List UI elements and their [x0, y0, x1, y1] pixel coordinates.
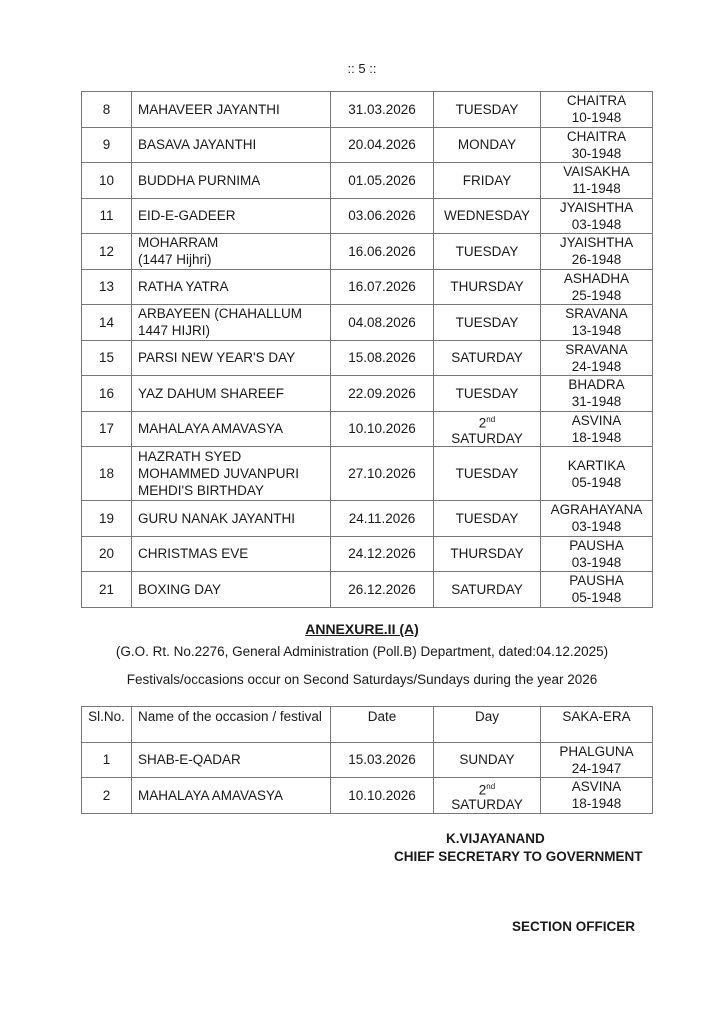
saka-date: 10-1948 — [571, 110, 622, 126]
date: 04.08.2026 — [331, 305, 434, 341]
saka-month: KARTIKA — [567, 457, 626, 473]
day — [434, 376, 541, 412]
table-row — [82, 92, 653, 128]
table-row — [82, 742, 653, 778]
saka-era — [541, 340, 653, 376]
date: 01.05.2026 — [331, 163, 434, 199]
occasion-name-line: PARSI NEW YEAR'S DAY — [138, 350, 296, 366]
occasion-name-line: ARBAYEEN (CHAHALLUM — [138, 306, 303, 322]
date: 15.03.2026 — [331, 742, 434, 778]
signatory-title: CHIEF SECRETARY TO GOVERNMENT — [394, 849, 643, 864]
day — [434, 305, 541, 341]
occasion-name-line: MOHARRAM — [138, 235, 219, 251]
holiday-table — [81, 91, 653, 608]
day-ordinal-number: 2 — [478, 782, 487, 797]
day — [434, 340, 541, 376]
page-number: :: 5 :: — [347, 61, 377, 76]
occasion-name — [132, 269, 331, 305]
table-row — [82, 501, 653, 537]
saka-month: PAUSHA — [569, 573, 624, 589]
serial-number: 11 — [82, 198, 132, 234]
table-row — [82, 376, 653, 412]
day — [434, 234, 541, 270]
saka-month: BHADRA — [568, 377, 625, 393]
date: 20.04.2026 — [331, 127, 434, 163]
saka-era — [541, 234, 653, 270]
occasion-name-line: HAZRATH SYED — [138, 449, 242, 464]
occasion-name — [132, 234, 331, 270]
date: 27.10.2026 — [331, 447, 434, 501]
day — [434, 269, 541, 305]
saka-date: 24-1947 — [571, 760, 622, 776]
occasion-name-line: RATHA YATRA — [138, 279, 229, 295]
saka-date: 25-1948 — [571, 287, 622, 303]
saka-date: 03-1948 — [571, 216, 622, 232]
occasion-name-line: MAHAVEER JAYANTHI — [138, 101, 280, 117]
date: 22.09.2026 — [331, 376, 434, 412]
saka-month: AGRAHAYANA — [550, 502, 643, 518]
day-name: FRIDAY — [462, 172, 512, 188]
annexure-title: ANNEXURE.II (A) — [305, 621, 419, 637]
saka-era — [541, 411, 653, 447]
occasion-name-line: MAHALAYA AMAVASYA — [138, 421, 284, 437]
date: 26.12.2026 — [331, 572, 434, 608]
saka-era — [541, 127, 653, 163]
serial-number: 19 — [82, 501, 132, 537]
saka-month: JYAISHTHA — [559, 235, 634, 251]
saka-era — [541, 501, 653, 537]
date: 15.08.2026 — [331, 340, 434, 376]
table-row — [82, 198, 653, 234]
saka-date: 24-1948 — [571, 358, 622, 374]
saka-era — [541, 572, 653, 608]
day — [434, 447, 541, 501]
day-name: THURSDAY — [450, 546, 524, 562]
saka-date: 31-1948 — [571, 394, 622, 410]
day — [434, 742, 541, 778]
day — [434, 92, 541, 128]
day-name: SATURDAY — [451, 797, 523, 812]
table-row — [82, 447, 653, 501]
table-row — [82, 536, 653, 572]
occasion-name — [132, 411, 331, 447]
saka-month: ASVINA — [571, 412, 622, 428]
saka-era — [541, 536, 653, 572]
table-row — [82, 269, 653, 305]
day-name: TUESDAY — [455, 466, 519, 481]
header-name: Name of the occasion / festival — [132, 707, 331, 743]
annexure-subtitle: Festivals/occasions occur on Second Saturdays/Sundays during the year 2026 — [126, 672, 598, 687]
date: 24.11.2026 — [331, 501, 434, 537]
date: 10.10.2026 — [331, 778, 434, 814]
day-name: TUESDAY — [455, 510, 519, 526]
day — [434, 572, 541, 608]
saka-month: CHAITRA — [566, 93, 627, 109]
day-name: TUESDAY — [455, 314, 519, 330]
serial-number: 16 — [82, 376, 132, 412]
occasion-name-line: (1447 Hijhri) — [138, 252, 212, 268]
saka-era — [541, 92, 653, 128]
table-row — [82, 163, 653, 199]
occasion-name-line: BOXING DAY — [138, 581, 222, 597]
occasion-name — [132, 198, 331, 234]
occasion-name — [132, 340, 331, 376]
day-ordinal — [434, 779, 540, 798]
date: 03.06.2026 — [331, 198, 434, 234]
table-row — [82, 778, 653, 814]
saka-date: 30-1948 — [571, 145, 622, 161]
occasion-name-line: YAZ DAHUM SHAREEF — [138, 385, 285, 401]
date: 24.12.2026 — [331, 536, 434, 572]
saka-month: SRAVANA — [565, 306, 628, 322]
occasion-name — [132, 92, 331, 128]
saka-date: 05-1948 — [571, 474, 622, 490]
saka-month: ASVINA — [571, 779, 622, 795]
serial-number: 2 — [82, 778, 132, 814]
day-name: TUESDAY — [455, 243, 519, 259]
day — [434, 198, 541, 234]
day-name: SUNDAY — [459, 752, 515, 768]
date: 16.07.2026 — [331, 269, 434, 305]
saka-era — [541, 778, 653, 814]
occasion-name-line: EID-E-GADEER — [138, 208, 236, 224]
occasion-name-line: GURU NANAK JAYANTHI — [138, 510, 296, 526]
date: 31.03.2026 — [331, 92, 434, 128]
occasion-name — [132, 163, 331, 199]
serial-number: 13 — [82, 269, 132, 305]
annexure-table — [81, 706, 653, 814]
day-name: SATURDAY — [451, 581, 523, 597]
saka-date: 11-1948 — [572, 181, 621, 197]
saka-month: JYAISHTHA — [559, 199, 634, 215]
day-ordinal-suffix: nd — [486, 781, 496, 791]
day-name: TUESDAY — [455, 385, 519, 401]
day-name: SATURDAY — [451, 430, 523, 446]
saka-month: PHALGUNA — [559, 743, 634, 759]
saka-era — [541, 305, 653, 341]
serial-number: 10 — [82, 163, 132, 199]
occasion-name: SHAB-E-QADAR — [132, 742, 331, 778]
table-row — [82, 572, 653, 608]
serial-number: 14 — [82, 305, 132, 341]
occasion-name — [132, 447, 331, 501]
occasion-name — [132, 536, 331, 572]
day — [434, 411, 541, 447]
saka-era — [541, 198, 653, 234]
go-reference: (G.O. Rt. No.2276, General Administration (Poll.B) Department, dated:04.12.2025) — [115, 644, 609, 659]
day-name: THURSDAY — [450, 279, 524, 295]
table-row — [82, 305, 653, 341]
serial-number: 18 — [82, 447, 132, 501]
occasion-name — [132, 572, 331, 608]
occasion-name-line: BASAVA JAYANTHI — [138, 137, 257, 153]
serial-number: 1 — [82, 742, 132, 778]
table-row — [82, 127, 653, 163]
day-name: MONDAY — [457, 137, 517, 153]
serial-number: 8 — [82, 92, 132, 128]
serial-number: 12 — [82, 234, 132, 270]
saka-era — [541, 742, 653, 778]
saka-date: 03-1948 — [571, 519, 622, 535]
day-name: WEDNESDAY — [443, 208, 530, 224]
table-row — [82, 411, 653, 447]
day-ordinal-number: 2 — [478, 415, 487, 431]
day — [434, 536, 541, 572]
serial-number: 20 — [82, 536, 132, 572]
saka-era — [541, 447, 653, 501]
serial-number: 9 — [82, 127, 132, 163]
saka-date: 18-1948 — [571, 796, 622, 812]
saka-date: 18-1948 — [571, 429, 622, 445]
serial-number: 15 — [82, 340, 132, 376]
saka-month: PAUSHA — [569, 537, 624, 553]
saka-date: 13-1948 — [571, 323, 622, 339]
occasion-name — [132, 376, 331, 412]
day — [434, 163, 541, 199]
section-officer-label: SECTION OFFICER — [512, 919, 636, 934]
table-row — [82, 234, 653, 270]
table-row — [82, 340, 653, 376]
saka-date: 03-1948 — [571, 554, 622, 570]
occasion-name — [132, 127, 331, 163]
occasion-name-line: 1447 HIJRI) — [138, 323, 211, 339]
day-name: SATURDAY — [451, 350, 523, 366]
header-day: Day — [434, 707, 541, 743]
day — [434, 501, 541, 537]
saka-era — [541, 376, 653, 412]
saka-date: 26-1948 — [571, 252, 622, 268]
day — [434, 778, 541, 814]
date: 10.10.2026 — [331, 411, 434, 447]
saka-month: SRAVANA — [565, 341, 628, 357]
occasion-name — [132, 305, 331, 341]
day — [434, 127, 541, 163]
saka-date: 05-1948 — [571, 590, 622, 606]
saka-month: ASHADHA — [563, 270, 630, 286]
occasion-name-line: MEHDI'S BIRTHDAY — [138, 483, 264, 498]
serial-number: 21 — [82, 572, 132, 608]
occasion-name-line: MOHAMMED JUVANPURI — [138, 466, 300, 481]
day-ordinal — [434, 412, 540, 431]
day-name: TUESDAY — [455, 101, 519, 117]
signatory-name: K.VIJAYANAND — [446, 831, 545, 846]
occasion-name-line: CHRISTMAS EVE — [138, 546, 249, 562]
header-date: Date — [331, 707, 434, 743]
header-sno: Sl.No. — [82, 707, 132, 743]
header-saka: SAKA-ERA — [541, 707, 653, 743]
saka-month: CHAITRA — [566, 128, 627, 144]
saka-era — [541, 163, 653, 199]
occasion-name-line: BUDDHA PURNIMA — [138, 172, 261, 188]
saka-era — [541, 269, 653, 305]
occasion-name — [132, 501, 331, 537]
occasion-name: MAHALAYA AMAVASYA — [132, 778, 331, 814]
day-ordinal-suffix: nd — [486, 415, 496, 424]
date: 16.06.2026 — [331, 234, 434, 270]
table-header-row — [82, 707, 653, 743]
saka-month: VAISAKHA — [563, 164, 630, 180]
serial-number: 17 — [82, 411, 132, 447]
